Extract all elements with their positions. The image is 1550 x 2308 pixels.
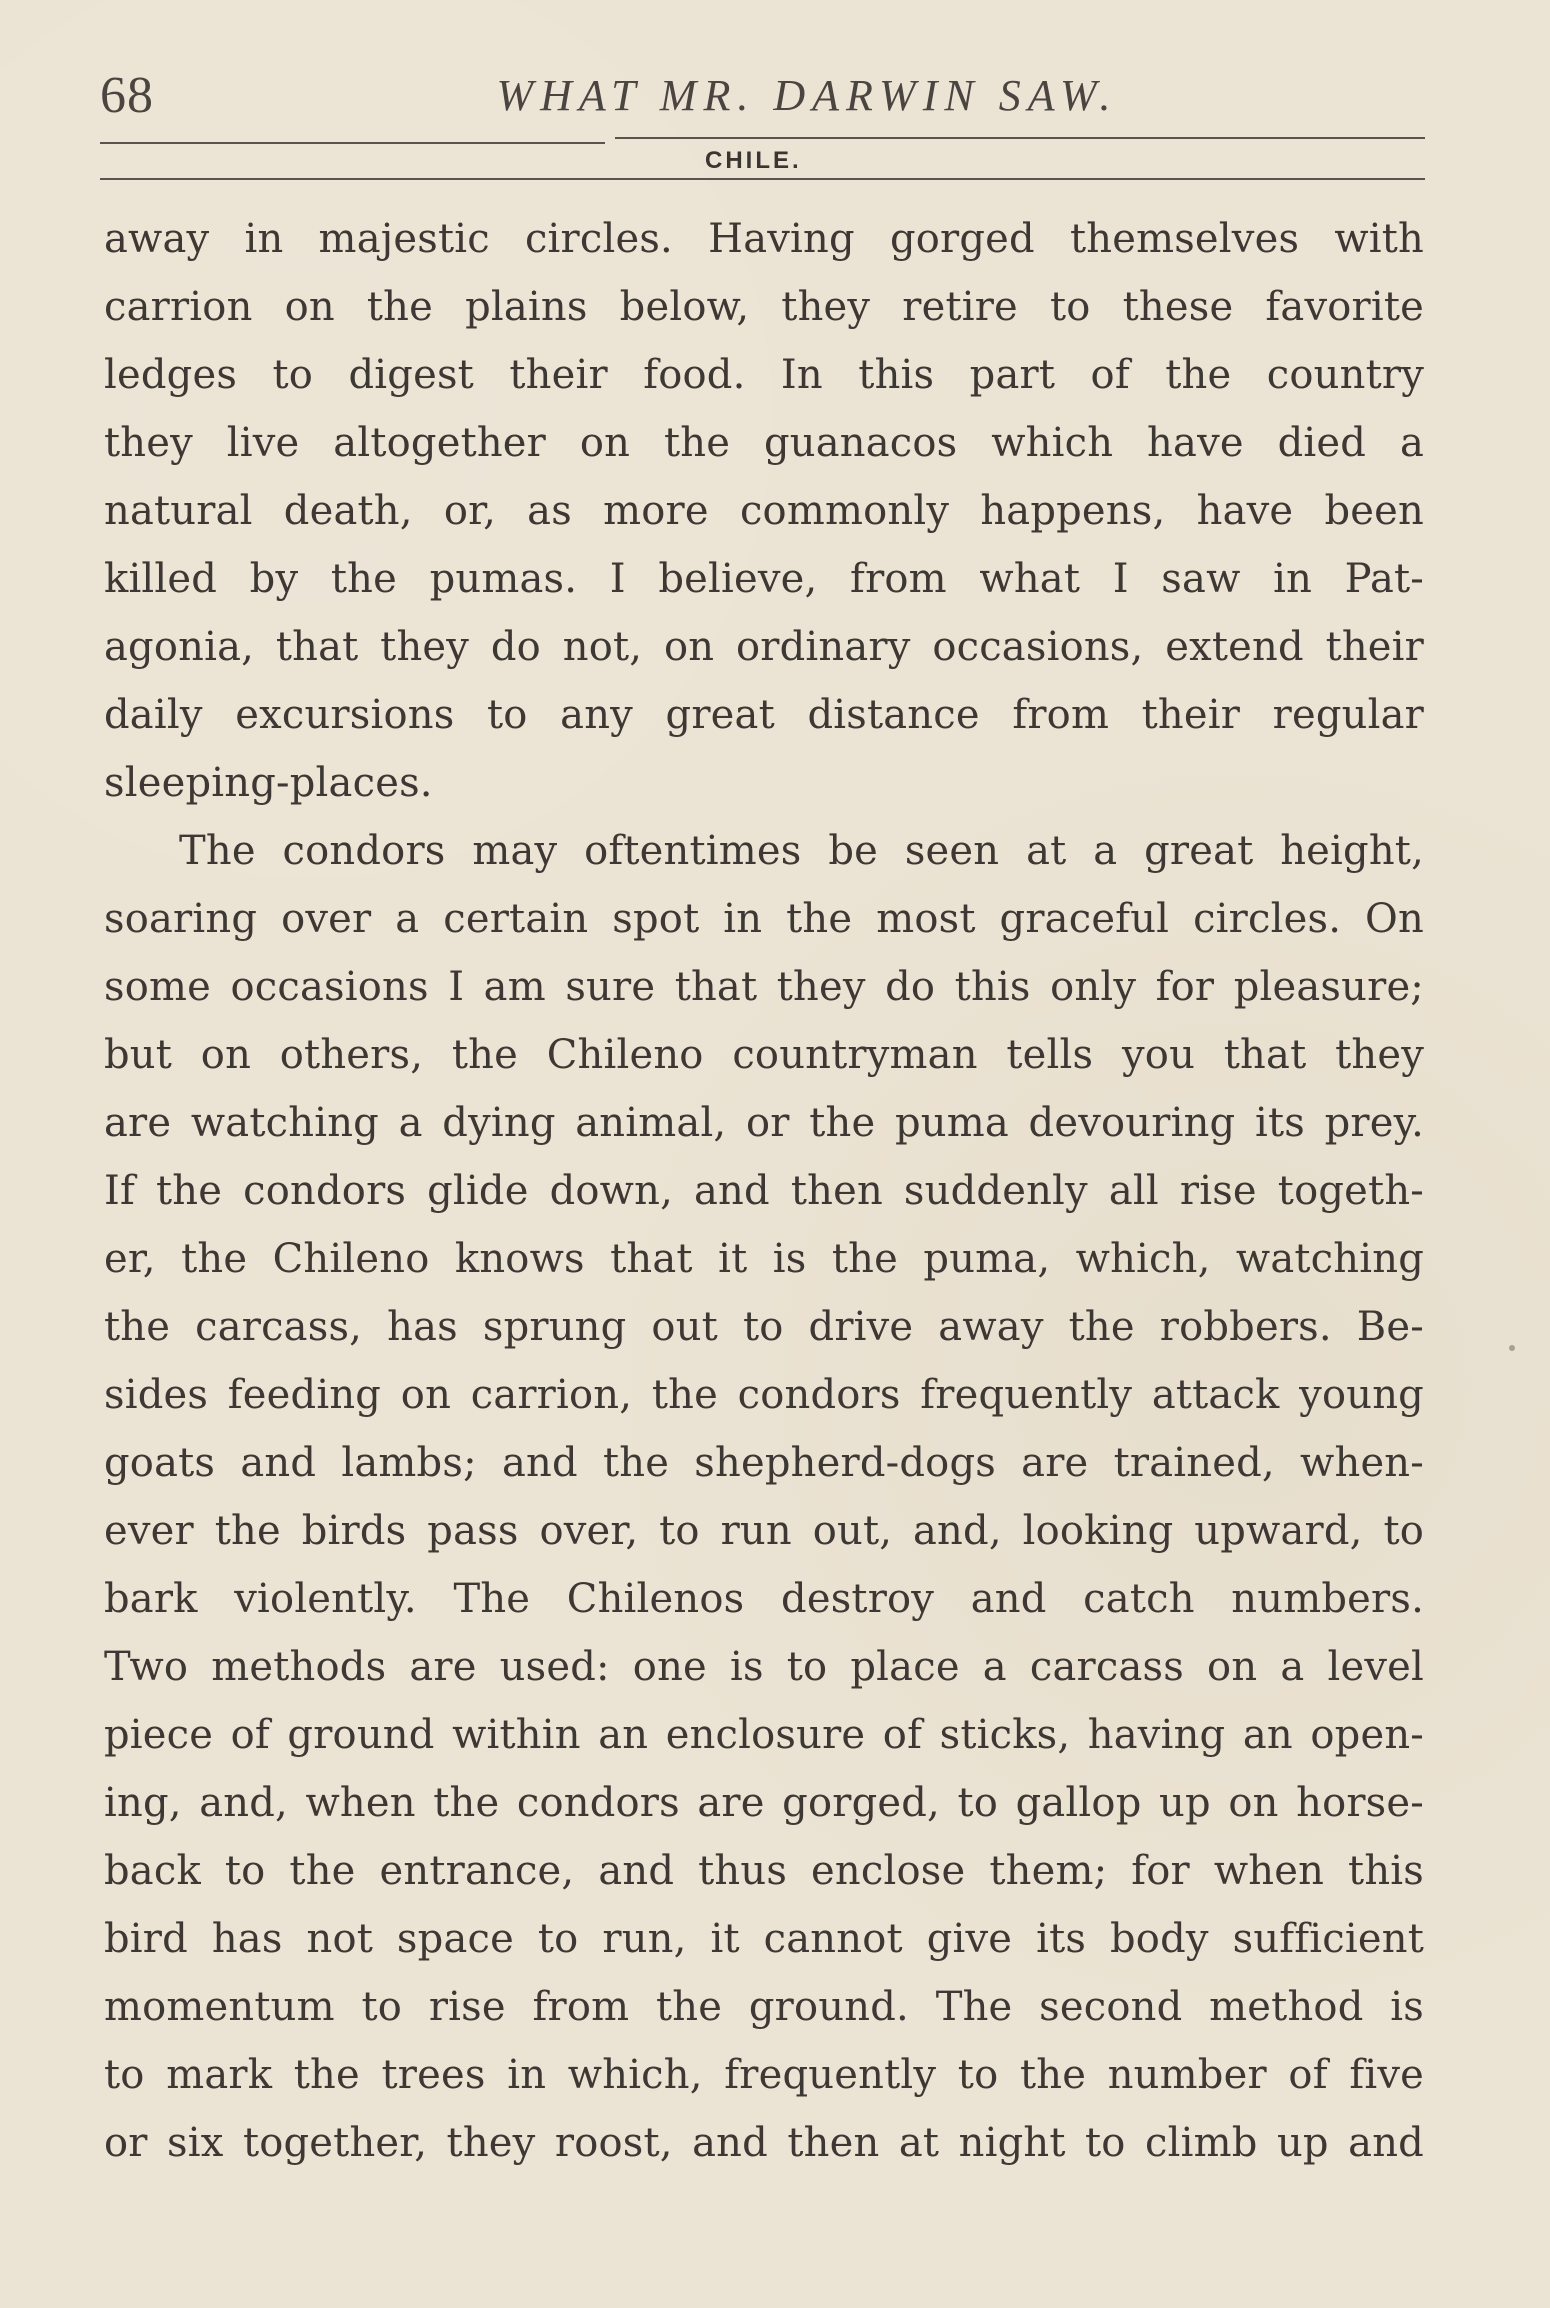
text-line: soaring over a certain spot in the most graceful circles. On	[104, 896, 1424, 942]
paper-speck	[1509, 1345, 1515, 1351]
text-line: they live altogether on the guanacos which have died a	[104, 420, 1424, 466]
text-line: bark violently. The Chilenos destroy and catch numbers.	[104, 1576, 1424, 1622]
text-line: killed by the pumas. I believe, from what I saw in Pat-	[104, 556, 1424, 602]
header-rule-bottom	[100, 178, 1425, 180]
text-line: goats and lambs; and the shepherd-dogs are trained, when-	[104, 1440, 1424, 1486]
text-line: are watching a dying animal, or the puma devouring its prey.	[104, 1100, 1424, 1146]
header-rule-right	[615, 137, 1425, 139]
text-line: ever the birds pass over, to run out, and, looking upward, to	[104, 1508, 1424, 1554]
text-line: away in majestic circles. Having gorged themselves with	[104, 216, 1424, 262]
text-line: to mark the trees in which, frequently to the number of five	[104, 2052, 1424, 2098]
page-number: 68	[100, 67, 154, 124]
text-line: natural death, or, as more commonly happens, have been	[104, 488, 1424, 534]
running-head	[100, 66, 1425, 126]
text-line: back to the entrance, and thus enclose them; for when this	[104, 1848, 1424, 1894]
text-line: piece of ground within an enclosure of sticks, having an open-	[104, 1712, 1424, 1758]
text-line: but on others, the Chileno countryman tells you that they	[104, 1032, 1424, 1078]
text-line: some occasions I am sure that they do this only for pleasure;	[104, 964, 1424, 1010]
text-line: sides feeding on carrion, the condors frequently attack young	[104, 1372, 1424, 1418]
text-line: carrion on the plains below, they retire to these favorite	[104, 284, 1424, 330]
text-line: If the condors glide down, and then suddenly all rise togeth-	[104, 1168, 1424, 1214]
text-line: or six together, they roost, and then at night to climb up and	[104, 2120, 1424, 2166]
text-line: the carcass, has sprung out to drive away the robbers. Be-	[104, 1304, 1424, 1350]
text-line: agonia, that they do not, on ordinary occasions, extend their	[104, 624, 1424, 670]
text-line: ing, and, when the condors are gorged, to gallop up on horse-	[104, 1780, 1424, 1826]
book-title: WHAT MR. DARWIN SAW.	[496, 71, 1118, 120]
text-line: Two methods are used: one is to place a carcass on a level	[104, 1644, 1424, 1690]
text-line: momentum to rise from the ground. The second method is	[104, 1984, 1424, 2030]
text-line: er, the Chileno knows that it is the puma, which, watching	[104, 1236, 1424, 1282]
text-line: daily excursions to any great distance from their regular	[104, 692, 1424, 738]
text-line-paragraph-start: The condors may oftentimes be seen at a great height,	[179, 828, 1424, 874]
section-label: CHILE.	[705, 147, 802, 174]
body-text	[104, 205, 1424, 2205]
text-line: bird has not space to run, it cannot give its body sufficient	[104, 1916, 1424, 1962]
text-line: ledges to digest their food. In this part of the country	[104, 352, 1424, 398]
header-rule-left	[100, 142, 605, 144]
header-rules	[100, 136, 1425, 182]
text-line: sleeping-places.	[104, 760, 433, 806]
